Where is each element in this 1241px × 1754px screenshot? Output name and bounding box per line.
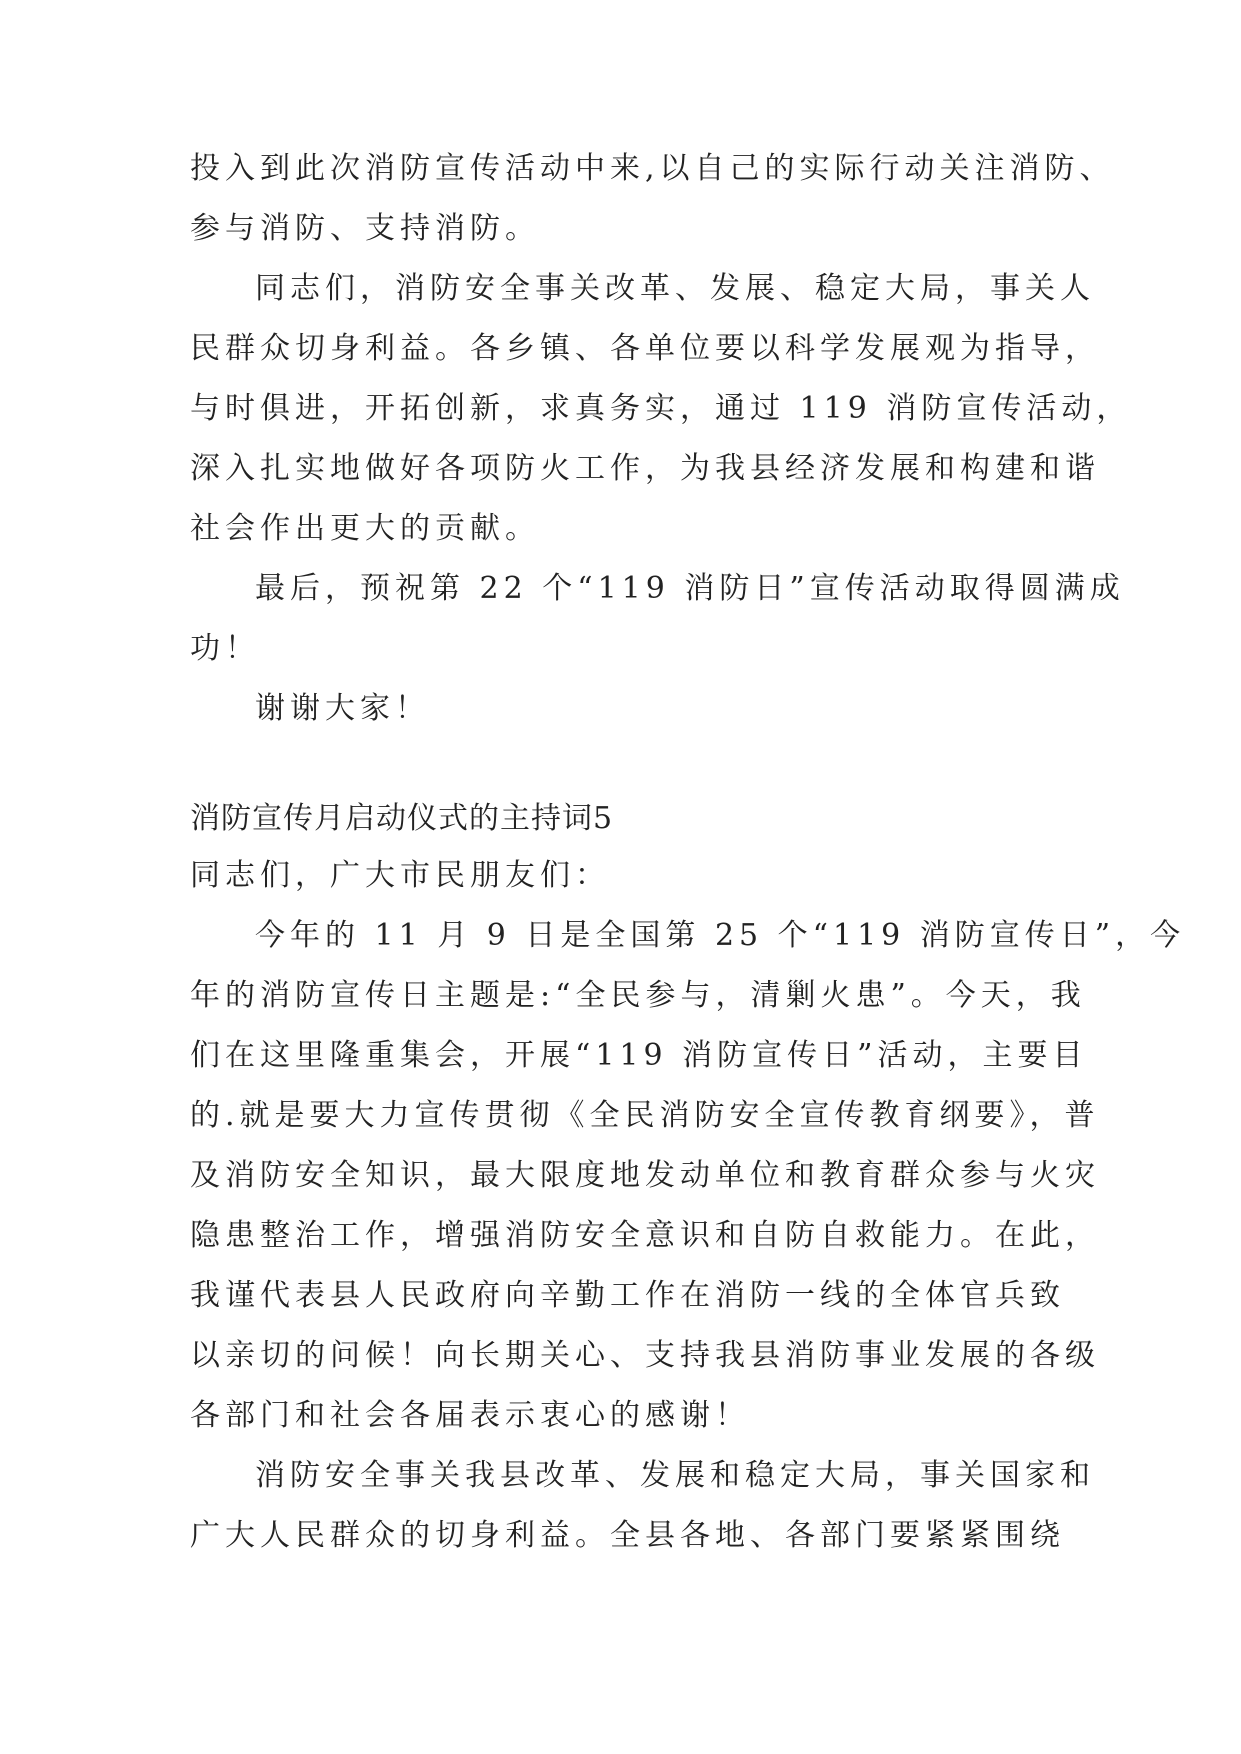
paragraph-line: 参与消防、支持消防。 <box>190 211 540 246</box>
paragraph-line: 与时俱进，开拓创新，求真务实，通过 119 消防宣传活动， <box>190 391 1132 426</box>
paragraph-line: 民群众切身利益。各乡镇、各单位要以科学发展观为指导， <box>190 331 1100 366</box>
paragraph-line: 各部门和社会各届表示衷心的感谢！ <box>190 1398 750 1433</box>
paragraph-line: 们在这里隆重集会，开展“119 消防宣传日”活动，主要目 <box>190 1038 1088 1073</box>
paragraph-line: 功！ <box>190 631 260 666</box>
paragraph-line: 同志们，消防安全事关改革、发展、稳定大局，事关人 <box>255 271 1095 306</box>
paragraph-line: 投入到此次消防宣传活动中来,以自己的实际行动关注消防、 <box>190 151 1115 186</box>
paragraph-line: 谢谢大家！ <box>255 691 430 726</box>
paragraph-line: 的.就是要大力宣传贯彻《全民消防安全宣传教育纲要》，普 <box>190 1098 1100 1133</box>
paragraph-line: 最后，预祝第 22 个“119 消防日”宣传活动取得圆满成 <box>255 571 1125 606</box>
paragraph-line: 广大人民群众的切身利益。全县各地、各部门要紧紧围绕 <box>190 1518 1065 1553</box>
paragraph-line: 以亲切的问候！向长期关心、支持我县消防事业发展的各级 <box>190 1338 1100 1373</box>
section-title: 消防宣传月启动仪式的主持词5 <box>190 801 614 836</box>
paragraph-line: 消防安全事关我县改革、发展和稳定大局，事关国家和 <box>255 1458 1095 1493</box>
paragraph-line: 今年的 11 月 9 日是全国第 25 个“119 消防宣传日”，今 <box>255 918 1186 953</box>
paragraph-line: 深入扎实地做好各项防火工作，为我县经济发展和构建和谐 <box>190 451 1100 486</box>
paragraph-line: 隐患整治工作，增强消防安全意识和自防自救能力。在此， <box>190 1218 1100 1253</box>
paragraph-line: 社会作出更大的贡献。 <box>190 511 540 546</box>
paragraph-line: 我谨代表县人民政府向辛勤工作在消防一线的全体官兵致 <box>190 1278 1065 1313</box>
paragraph-line: 年的消防宣传日主题是:“全民参与，清剿火患”。今天，我 <box>190 978 1086 1013</box>
salutation: 同志们，广大市民朋友们： <box>190 858 610 893</box>
paragraph-line: 及消防安全知识，最大限度地发动单位和教育群众参与火灾 <box>190 1158 1100 1193</box>
